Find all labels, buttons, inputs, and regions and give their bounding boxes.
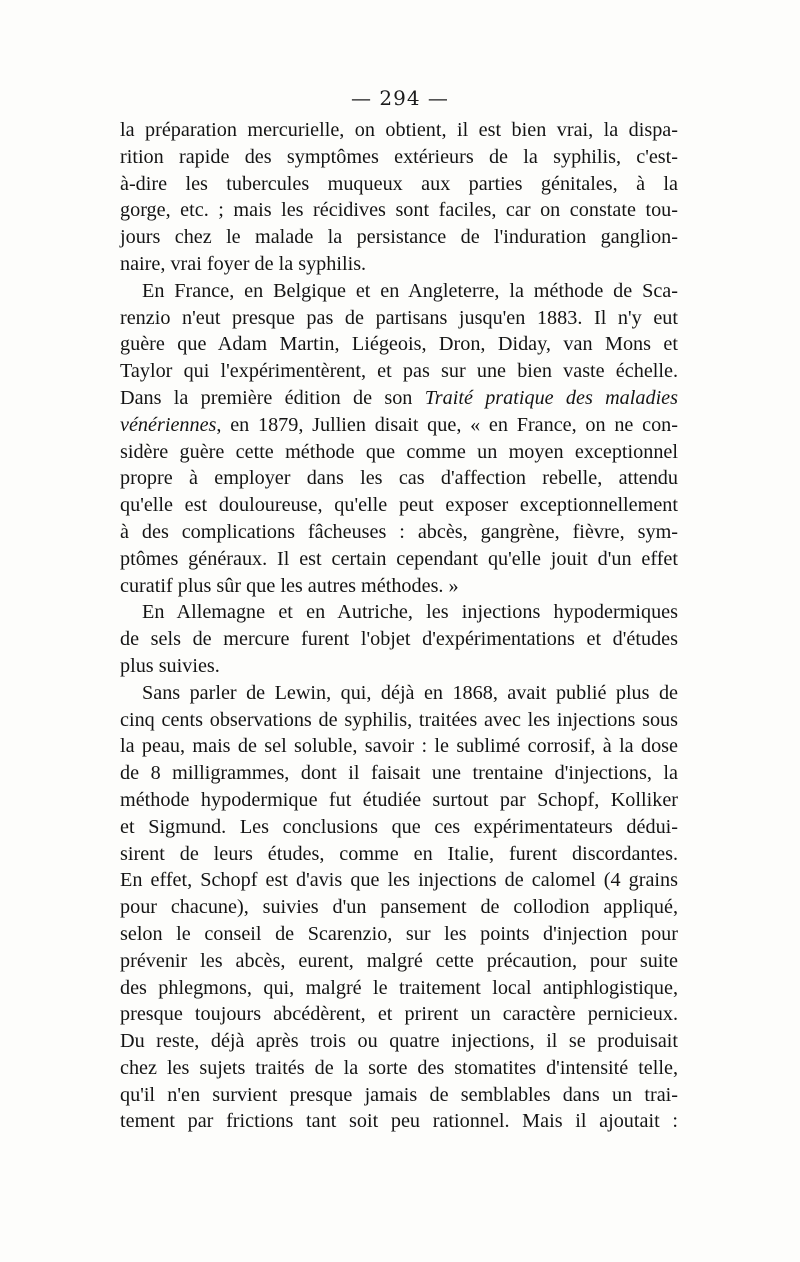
book-title-italic: Traité pratique des maladies [424,386,678,409]
text-line: Taylor qui l'expérimentèrent, et pas sur une bien vaste échelle. [120,360,678,383]
text-line: jours chez le malade la persistance de l'induration ganglion- [120,226,678,249]
text-line: presque toujours abcédèrent, et prirent un caractère pernicieux. [120,1003,678,1026]
text-line: à des complications fâcheuses : abcès, gangrène, fièvre, sym- [120,520,678,543]
text-line: plus suivies. [120,654,220,677]
text-line-with-italic [120,385,678,412]
text-line: curatif plus sûr que les autres méthodes. » [120,574,459,597]
text-line: tement par frictions tant soit peu rationnel. Mais il ajoutait : [120,1110,678,1133]
text-fragment: , en 1879, Jullien disait que, « en France, on ne con- [216,413,678,436]
paragraph-4 [120,680,678,1136]
text-line: ptômes généraux. Il est certain cependant qu'elle jouit d'un effet [120,547,678,570]
paragraph-1 [120,117,678,278]
text-line: En Allemagne et en Autriche, les injections hypodermiques [142,601,678,624]
text-line: En effet, Schopf est d'avis que les injections de calomel (4 grains [120,869,678,892]
text-line: pour chacune), suivies d'un pansement de collodion appliqué, [120,896,678,919]
body-text [120,117,678,1135]
paragraph-2 [120,278,678,600]
text-line: chez les sujets traités de la sorte des stomatites d'intensité telle, [120,1056,678,1079]
text-line: des phlegmons, qui, malgré le traitement local antiphlogistique, [120,976,678,999]
text-line: la peau, mais de sel soluble, savoir : le sublimé corrosif, à la dose [120,735,678,758]
text-line: Sans parler de Lewin, qui, déjà en 1868, avait publié plus de [142,681,678,704]
text-line: de 8 milligrammes, dont il faisait une trentaine d'injections, la [120,762,678,785]
text-line: propre à employer dans les cas d'affection rebelle, attendu [120,467,678,490]
text-line: prévenir les abcès, eurent, malgré cette précaution, pour suite [120,949,678,972]
text-line: Du reste, déjà après trois ou quatre injections, il se produisait [120,1030,678,1053]
text-line: cinq cents observations de syphilis, traitées avec les injections sous [120,708,678,731]
text-line: qu'elle est douloureuse, qu'elle peut exposer exceptionnellement [120,494,678,517]
text-line: sidère guère cette méthode que comme un moyen exceptionnel [120,440,678,463]
text-line: rition rapide des symptômes extérieurs de la syphilis, c'est- [120,145,678,168]
text-line: méthode hypodermique fut étudiée surtout par Schopf, Kolliker [120,788,678,811]
text-line: guère que Adam Martin, Liégeois, Dron, Diday, van Mons et [120,333,678,356]
text-line: gorge, etc. ; mais les récidives sont faciles, car on constate tou- [120,199,678,222]
text-line: qu'il n'en survient presque jamais de semblables dans un trai- [120,1083,678,1106]
page-number: — 294 — [351,86,449,110]
text-line: renzio n'eut presque pas de partisans jusqu'en 1883. Il n'y eut [120,306,678,329]
paragraph-3 [120,599,678,679]
text-line: naire, vrai foyer de la syphilis. [120,252,367,275]
text-line: sirent de leurs études, comme en Italie, furent discordantes. [120,842,678,865]
text-line: de sels de mercure furent l'objet d'expérimentations et d'études [120,628,678,651]
text-line: et Sigmund. Les conclusions que ces expérimentateurs dédui- [120,815,678,838]
text-line-with-italic [120,412,678,439]
text-fragment: Dans la première édition de son [120,386,425,409]
text-line: la préparation mercurielle, on obtient, il est bien vrai, la dispa- [120,119,678,141]
text-line: selon le conseil de Scarenzio, sur les points d'injection pour [120,922,678,945]
book-title-italic: vénériennes [120,413,217,436]
text-line: à-dire les tubercules muqueux aux parties génitales, à la [120,172,678,195]
text-line: En France, en Belgique et en Angleterre, la méthode de Sca- [142,279,678,302]
